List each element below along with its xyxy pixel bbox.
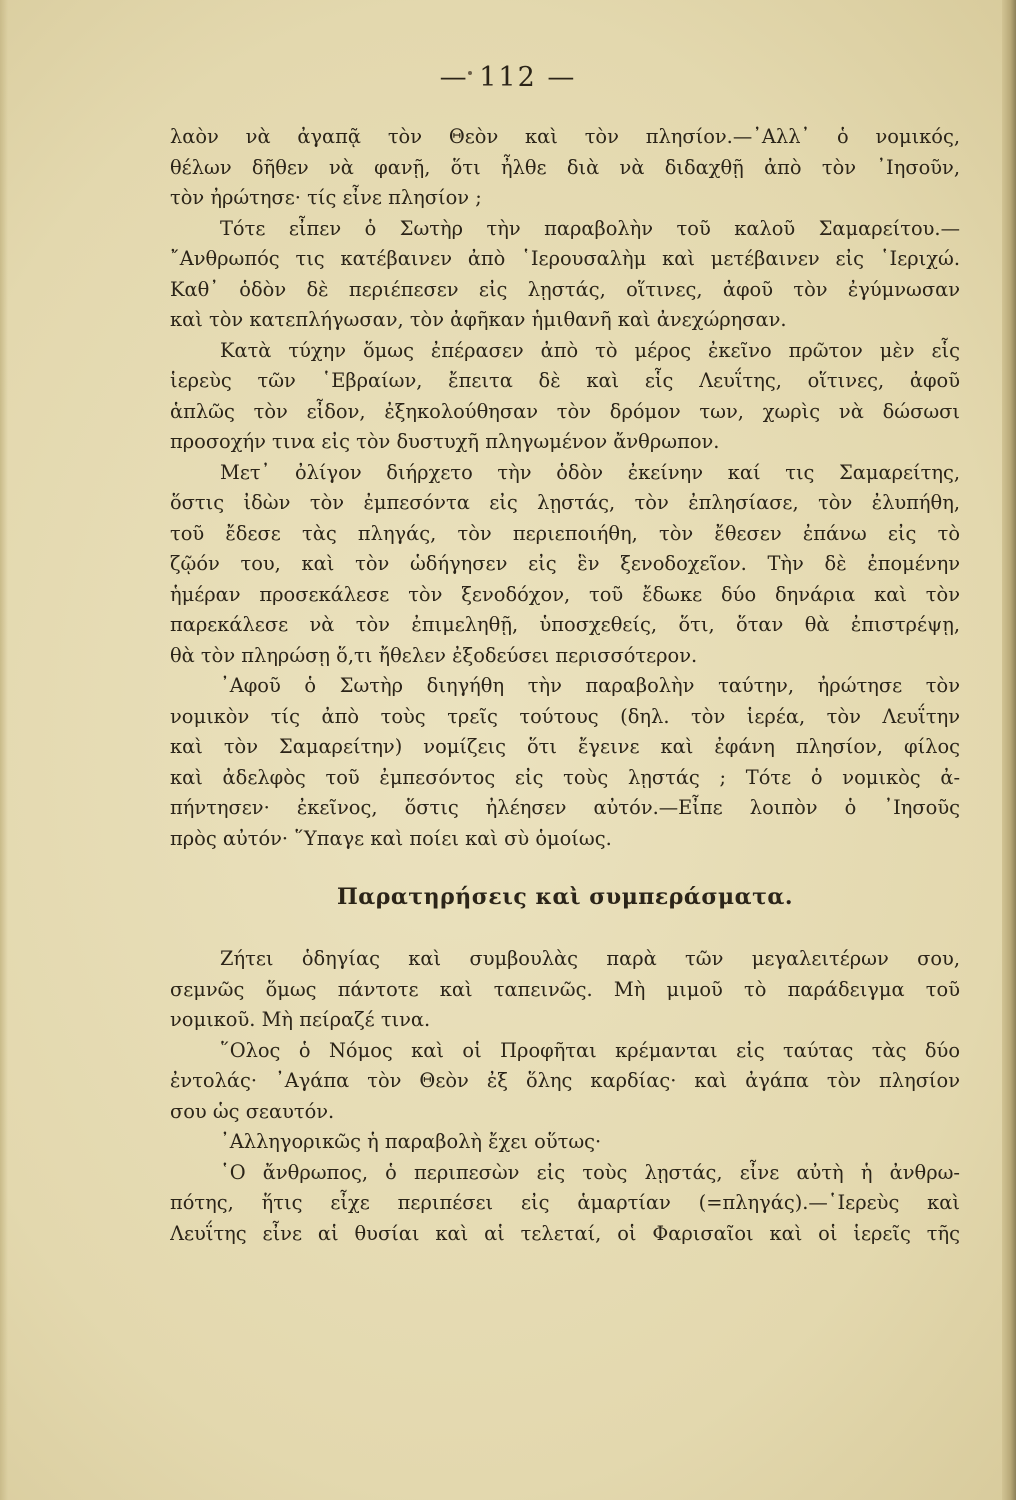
page-body — [170, 122, 960, 1249]
text-line: ὅστις ἰδὼν τὸν ἐμπεσόντα εἰς λῃστάς, τὸν ἐπλησίασε, τὸν ἐλυπήθη, — [170, 491, 960, 514]
text-line: λαὸν νὰ ἀγαπᾷ τὸν Θεὸν καὶ τὸν πλησίον.—᾿Αλλ᾿ ὁ νομικός, — [170, 125, 960, 148]
text-line: ᾿Αφοῦ ὁ Σωτὴρ διηγήθη τὴν παραβολὴν ταύτην, ἠρώτησε τὸν — [220, 674, 960, 697]
text-line: ἁπλῶς τὸν εἶδον, ἐξηκολούθησαν τὸν δρόμον των, χωρὶς νὰ δώσωσι — [170, 399, 960, 423]
page-number: — 112 — — [439, 62, 577, 93]
text-line: τοῦ ἔδεσε τὰς πληγάς, τὸν περιεποιήθη, τὸν ἔθεσεν ἐπάνω εἰς τὸ — [170, 521, 960, 545]
text-line: νομικοῦ. Μὴ πείραζέ τινα. — [170, 1008, 431, 1031]
text-line: Κατὰ τύχην ὅμως ἐπέρασεν ἀπὸ τὸ μέρος ἐκεῖνο πρῶτον μὲν εἷς — [220, 338, 960, 362]
text-line: Τότε εἶπεν ὁ Σωτὴρ τὴν παραβολὴν τοῦ καλοῦ Σαμαρείτου.— — [220, 216, 960, 240]
section-heading: Παρατηρήσεις καὶ συμπεράσματα. — [337, 884, 793, 910]
page-left-edge — [0, 0, 8, 1500]
text-line: σου ὡς σεαυτόν. — [170, 1099, 335, 1123]
text-line: ἡμέραν προσεκάλεσε τὸν ξενοδόχον, τοῦ ἔδωκε δύο δηνάρια καὶ τὸν — [170, 582, 960, 606]
text-line: ῞Ολος ὁ Νόμος καὶ οἱ Προφῆται κρέμανται εἰς ταύτας τὰς δύο — [220, 1038, 960, 1062]
text-line: ἐντολάς· ᾿Αγάπα τὸν Θεὸν ἐξ ὅλης καρδίας· καὶ ἀγάπα τὸν πλησίον — [170, 1069, 960, 1092]
text-line: ζῷόν του, καὶ τὸν ὡδήγησεν εἰς ἓν ξενοδοχεῖον. Τὴν δὲ ἐπομένην — [170, 552, 960, 575]
text-line: Καθ᾿ ὁδὸν δὲ περιέπεσεν εἰς λῃστάς, οἵτινες, ἀφοῦ τὸν ἐγύμνωσαν — [170, 277, 960, 301]
section-narrative — [170, 122, 960, 854]
section-heading-block — [170, 854, 960, 944]
page-right-edge — [1002, 0, 1016, 1500]
text-line: Ζήτει ὁδηγίας καὶ συμβουλὰς παρὰ τῶν μεγαλειτέρων σου, — [220, 947, 960, 970]
text-line: Μετ᾿ ὀλίγον διήρχετο τὴν ὁδὸν ἐκείνην καί τις Σαμαρείτης, — [220, 460, 960, 484]
text-line: ῎Ανθρωπός τις κατέβαινεν ἀπὸ ῾Ιερουσαλὴμ καὶ μετέβαινεν εἰς ῾Ιεριχώ. — [170, 247, 960, 270]
text-line: ᾿Αλληγορικῶς ἡ παραβολὴ ἔχει οὕτως· — [220, 1130, 602, 1153]
section-observations — [170, 944, 960, 1249]
text-line: προσοχήν τινα εἰς τὸν δυστυχῆ πληγωμένον ἄνθρωπον. — [170, 430, 720, 453]
text-line: Λευΐτης εἶνε αἱ θυσίαι καὶ αἱ τελεταί, οἱ Φαρισαῖοι καὶ οἱ ἱερεῖς τῆς — [170, 1221, 960, 1245]
text-line: σεμνῶς ὅμως πάντοτε καὶ ταπεινῶς. Μὴ μιμοῦ τὸ παράδειγμα τοῦ — [170, 977, 960, 1001]
text-line: ῾Ο ἄνθρωπος, ὁ περιπεσὼν εἰς τοὺς λῃστάς, εἶνε αὐτὴ ἡ ἀνθρω- — [220, 1160, 960, 1184]
text-line: καὶ τὸν κατεπλήγωσαν, τὸν ἀφῆκαν ἡμιθανῆ καὶ ἀνεχώρησαν. — [170, 308, 787, 331]
text-line: παρεκάλεσε νὰ τὸν ἐπιμεληθῇ, ὑποσχεθείς, ὅτι, ὅταν θὰ ἐπιστρέψῃ, — [170, 613, 960, 636]
text-line: θέλων δῆθεν νὰ φανῇ, ὅτι ἦλθε διὰ νὰ διδαχθῇ ἀπὸ τὸν ᾿Ιησοῦν, — [170, 155, 960, 179]
text-line: καὶ ἀδελφὸς τοῦ ἐμπεσόντος εἰς τοὺς λῃστάς ; Τότε ὁ νομικὸς ἀ- — [170, 765, 960, 789]
text-line: πήντησεν· ἐκεῖνος, ὅστις ἠλέησεν αὐτόν.—Εἶπε λοιπὸν ὁ ᾿Ιησοῦς — [170, 796, 960, 819]
text-line: νομικὸν τίς ἀπὸ τοὺς τρεῖς τούτους (δηλ. τὸν ἱερέα, τὸν Λευΐτην — [170, 704, 960, 728]
text-line: θὰ τὸν πληρώσῃ ὅ,τι ἤθελεν ἐξοδεύσει περισσότερον. — [170, 643, 698, 667]
text-line: τὸν ἠρώτησε· τίς εἶνε πλησίον ; — [170, 186, 482, 209]
text-line: πρὸς αὐτόν· ῞Υπαγε καὶ ποίει καὶ σὺ ὁμοίως. — [170, 826, 612, 850]
text-line: ἱερεὺς τῶν ῾Εβραίων, ἔπειτα δὲ καὶ εἷς Λευΐτης, οἵτινες, ἀφοῦ — [170, 369, 960, 392]
text-line: πότης, ἥτις εἶχε περιπέσει εἰς ἁμαρτίαν (=πληγάς).—῾Ιερεὺς καὶ — [170, 1191, 960, 1214]
text-line: καὶ τὸν Σαμαρείτην) νομίζεις ὅτι ἔγεινε καὶ ἐφάνη πλησίον, φίλος — [170, 735, 960, 758]
